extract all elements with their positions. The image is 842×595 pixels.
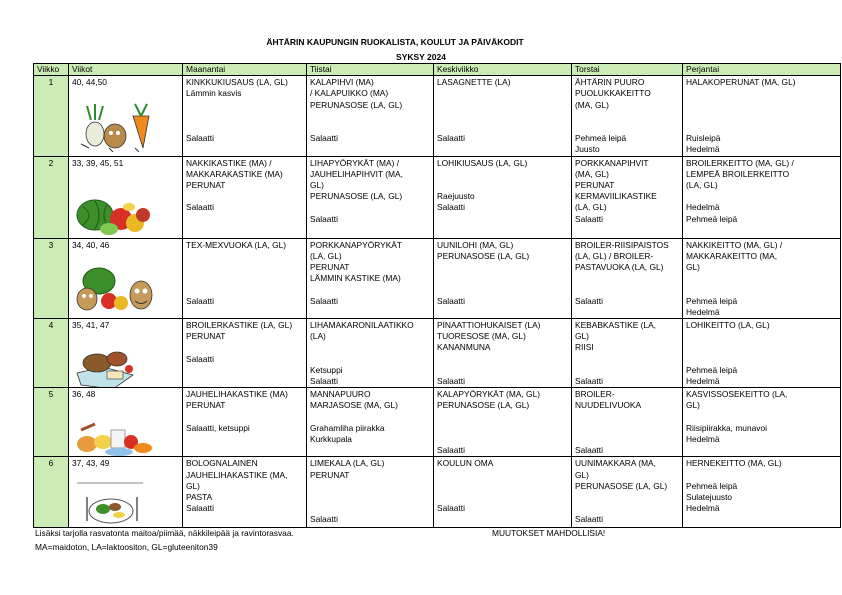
header-viikot: Viikot bbox=[69, 64, 183, 76]
menu-table bbox=[33, 63, 841, 528]
menu-line: KASVISSOSEKEITTO (LA, bbox=[686, 389, 788, 400]
menu-cell-keskiviikko bbox=[434, 238, 572, 318]
menu-line: PERUNAT bbox=[575, 180, 615, 190]
menu-line bbox=[686, 122, 837, 133]
menu-line bbox=[310, 492, 430, 503]
week-number-cell: 6 bbox=[34, 457, 69, 528]
menu-line: NUUDELIVUOKA bbox=[575, 400, 642, 411]
menu-line: Salaatti bbox=[186, 353, 214, 364]
menu-line: PORKKANAPIHVIT bbox=[575, 157, 649, 168]
footer-legend: MA=maidoton, LA=laktoositon, GL=gluteeniton39 bbox=[35, 542, 218, 552]
menu-line: (LA, GL) bbox=[310, 250, 342, 261]
menu-line bbox=[437, 434, 568, 445]
food-spread-illustration bbox=[73, 408, 155, 457]
menu-line: PASTAVUOKA (LA, GL) bbox=[575, 262, 664, 272]
menu-line: BROILERKASTIKE (LA, GL) bbox=[186, 319, 293, 330]
menu-line: LIMEKALA (LA, GL) bbox=[310, 458, 385, 469]
menu-line: MAKKARAKASTIKE (MA) bbox=[186, 168, 283, 179]
menu-line: KOULUN OMA bbox=[437, 458, 494, 469]
menu-line bbox=[310, 412, 430, 423]
header-perjantai: Perjantai bbox=[683, 64, 841, 76]
menu-line: Salaatti bbox=[437, 133, 465, 144]
menu-line: / KALAPUIKKO (MA) bbox=[310, 88, 389, 99]
menu-line bbox=[575, 354, 679, 365]
menu-line bbox=[437, 492, 568, 503]
menu-cell-torstai bbox=[572, 457, 683, 528]
menu-cell-maanantai bbox=[183, 318, 307, 387]
menu-line: Salaatti bbox=[310, 133, 338, 144]
menu-line: NAKKIKASTIKE (MA) / bbox=[186, 157, 272, 168]
menu-line: GL) bbox=[686, 400, 700, 411]
menu-cell-maanantai bbox=[183, 156, 307, 238]
menu-cell-keskiviikko bbox=[434, 318, 572, 387]
menu-line: Salaatti bbox=[310, 295, 338, 306]
menu-line: Pehmeä leipä bbox=[686, 364, 738, 375]
menu-line: Ketsuppi bbox=[310, 364, 343, 375]
menu-line: (LA, GL) / BROILER- bbox=[575, 250, 654, 261]
menu-line bbox=[310, 481, 430, 492]
menu-line: Salaatti bbox=[437, 445, 465, 456]
menu-line: Raejuusto bbox=[437, 191, 475, 202]
menu-line bbox=[437, 423, 568, 434]
table-row bbox=[34, 238, 841, 318]
menu-line: JAUHELIHAKASTIKE (MA, bbox=[186, 469, 288, 480]
menu-line: KERMAVIILIKASTIKE bbox=[575, 191, 657, 202]
menu-line: (LA, GL) bbox=[686, 180, 718, 190]
weeks-cell bbox=[69, 388, 183, 457]
menu-line: Salaatti bbox=[186, 133, 214, 144]
menu-line: Grahamliha piirakka bbox=[310, 422, 385, 433]
menu-line: GL) bbox=[575, 469, 589, 480]
menu-line: Salaatti, ketsuppi bbox=[186, 422, 250, 433]
menu-line bbox=[575, 122, 679, 133]
menu-line bbox=[686, 88, 837, 99]
menu-line: GL) bbox=[186, 480, 200, 491]
menu-line: Salaatti bbox=[575, 375, 603, 386]
menu-line bbox=[310, 202, 430, 213]
menu-line bbox=[437, 111, 568, 122]
menu-line: TUORESOSE (MA, GL) bbox=[437, 331, 526, 342]
menu-line: PERUNASOSE (LA, GL) bbox=[437, 400, 530, 411]
menu-line: Ruisleipä bbox=[686, 133, 721, 144]
menu-line: MANNAPUURO bbox=[310, 389, 371, 400]
menu-line: Salaatti bbox=[310, 514, 338, 525]
menu-line: PERUNAT bbox=[186, 400, 226, 411]
menu-line bbox=[575, 273, 679, 284]
menu-line: KANANMUNA bbox=[437, 342, 491, 353]
menu-line: LIHAPYÖRYKÄT (MA) / bbox=[310, 157, 400, 168]
menu-line: Salaatti bbox=[575, 445, 603, 456]
menu-line: Salaatti bbox=[437, 375, 465, 386]
menu-line: KINKKUKIUSAUS (LA, GL) bbox=[186, 77, 288, 88]
menu-line bbox=[437, 284, 568, 295]
menu-line bbox=[310, 503, 430, 514]
menu-line: Salaatti bbox=[310, 375, 338, 386]
menu-line bbox=[186, 412, 303, 423]
menu-subtitle: SYKSY 2024 bbox=[396, 52, 446, 62]
menu-line: Salaatti bbox=[186, 503, 214, 514]
menu-line: LÄMMIN KASTIKE (MA) bbox=[310, 273, 401, 284]
menu-line bbox=[437, 262, 568, 273]
header-viikko: Viikko bbox=[34, 64, 69, 76]
menu-line: HERNEKEITTO (MA, GL) bbox=[686, 458, 782, 469]
menu-line bbox=[186, 111, 303, 122]
menu-line: JAUHELIHAPIHVIT (MA, bbox=[310, 168, 403, 179]
menu-line bbox=[575, 423, 679, 434]
menu-line bbox=[686, 470, 837, 481]
menu-line bbox=[186, 284, 303, 295]
menu-line: Sulatejuusto bbox=[686, 491, 733, 502]
menu-line: Pehmeä leipä bbox=[686, 213, 738, 224]
menu-body bbox=[34, 76, 841, 528]
menu-cell-torstai bbox=[572, 156, 683, 238]
menu-line: GL) bbox=[310, 180, 324, 190]
menu-cell-keskiviikko bbox=[434, 156, 572, 238]
menu-line: PERUNAT bbox=[186, 331, 226, 342]
menu-line bbox=[686, 354, 837, 365]
fruit-characters-illustration bbox=[73, 259, 155, 313]
menu-cell-maanantai bbox=[183, 238, 307, 318]
menu-cell-perjantai bbox=[683, 238, 841, 318]
menu-cell-tiistai bbox=[307, 156, 434, 238]
menu-line: Hedelmä bbox=[686, 375, 720, 386]
meal-plate-illustration bbox=[73, 475, 155, 528]
menu-line: JAUHELIHAKASTIKE (MA) bbox=[186, 389, 288, 400]
menu-line bbox=[575, 111, 679, 122]
menu-cell-perjantai bbox=[683, 457, 841, 528]
menu-line: Juusto bbox=[575, 144, 600, 155]
menu-cell-torstai bbox=[572, 318, 683, 387]
menu-line: Pehmeä leipä bbox=[575, 133, 627, 144]
menu-line: PASTA bbox=[186, 491, 213, 502]
week-number-cell: 2 bbox=[34, 156, 69, 238]
menu-cell-perjantai bbox=[683, 318, 841, 387]
menu-cell-perjantai bbox=[683, 156, 841, 238]
menu-line: (LA, GL) bbox=[575, 202, 607, 213]
weeks-label: 34, 40, 46 bbox=[72, 239, 110, 250]
menu-line: ÄHTÄRIN PUURO bbox=[575, 77, 645, 88]
menu-line bbox=[186, 100, 303, 111]
menu-line: Lämmin kasvis bbox=[186, 88, 242, 99]
menu-line bbox=[186, 273, 303, 284]
menu-cell-perjantai bbox=[683, 76, 841, 156]
menu-line bbox=[310, 122, 430, 133]
menu-line bbox=[437, 354, 568, 365]
menu-line bbox=[437, 273, 568, 284]
menu-cell-torstai bbox=[572, 76, 683, 156]
weeks-cell bbox=[69, 457, 183, 528]
bread-plate-illustration bbox=[73, 339, 155, 388]
menu-line bbox=[186, 251, 303, 262]
menu-line bbox=[186, 122, 303, 133]
menu-line bbox=[575, 503, 679, 514]
week-number-cell: 1 bbox=[34, 76, 69, 156]
menu-line: Salaatti bbox=[575, 514, 603, 525]
table-header-row bbox=[34, 64, 841, 76]
menu-line: LOHIKIUSAUS (LA, GL) bbox=[437, 157, 528, 168]
menu-line: UUNIMAKKARA (MA, bbox=[575, 458, 656, 469]
footer-notice: MUUTOKSET MAHDOLLISIA! bbox=[492, 528, 606, 538]
menu-line: Kurkkupala bbox=[310, 433, 352, 444]
menu-line: GL) bbox=[686, 262, 700, 272]
menu-line: Pehmeä leipä bbox=[686, 480, 738, 491]
menu-line bbox=[437, 122, 568, 133]
menu-line bbox=[186, 262, 303, 273]
menu-cell-perjantai bbox=[683, 388, 841, 457]
menu-title: ÄHTÄRIN KAUPUNGIN RUOKALISTA, KOULUT JA PÄIVÄKODIT bbox=[266, 37, 524, 47]
menu-line: (MA, GL) bbox=[575, 168, 609, 179]
menu-line: BROILER- bbox=[575, 389, 615, 400]
menu-line bbox=[686, 331, 837, 342]
menu-line: (MA, GL) bbox=[575, 99, 609, 110]
menu-line: PERUNASOSE (LA, GL) bbox=[310, 191, 403, 202]
menu-line bbox=[186, 342, 303, 353]
menu-line: RIISI bbox=[575, 342, 594, 353]
week-number-cell: 3 bbox=[34, 238, 69, 318]
menu-line: PERUNASOSE (LA, GL) bbox=[437, 250, 530, 261]
menu-line: UUNILOHI (MA, GL) bbox=[437, 239, 514, 250]
weeks-cell bbox=[69, 156, 183, 238]
menu-cell-tiistai bbox=[307, 388, 434, 457]
header-keskiviikko: Keskiviikko bbox=[434, 64, 572, 76]
menu-line: PERUNAT bbox=[310, 469, 350, 480]
menu-line: Salaatti bbox=[186, 295, 214, 306]
menu-line: HALAKOPERUNAT (MA, GL) bbox=[686, 77, 796, 88]
menu-line bbox=[686, 412, 837, 423]
vegetable-characters-illustration bbox=[73, 98, 155, 152]
menu-line: LASAGNETTE (LA) bbox=[437, 77, 511, 88]
menu-line: PERUNAT bbox=[310, 262, 350, 272]
weeks-label: 37, 43, 49 bbox=[72, 458, 110, 469]
menu-cell-tiistai bbox=[307, 318, 434, 387]
menu-line: LEMPEÄ BROILERKEITTO bbox=[686, 168, 790, 179]
menu-line bbox=[437, 365, 568, 376]
menu-line: KALAPYÖRYKÄT (MA, GL) bbox=[437, 389, 541, 400]
menu-line bbox=[437, 412, 568, 423]
menu-line bbox=[686, 111, 837, 122]
menu-line: TEX-MEXVUOKA (LA, GL) bbox=[186, 239, 287, 250]
menu-line bbox=[437, 100, 568, 111]
menu-line bbox=[575, 492, 679, 503]
menu-line: GL) bbox=[575, 331, 589, 342]
menu-line bbox=[575, 284, 679, 295]
menu-cell-maanantai bbox=[183, 388, 307, 457]
menu-line: Hedelmä bbox=[686, 433, 720, 444]
menu-line: Salaatti bbox=[437, 202, 465, 213]
week-number-cell: 5 bbox=[34, 388, 69, 457]
menu-cell-tiistai bbox=[307, 457, 434, 528]
menu-line: PUOLUKKAKEITTO bbox=[575, 88, 651, 99]
menu-line bbox=[437, 180, 568, 191]
menu-line bbox=[186, 191, 303, 202]
menu-line bbox=[437, 470, 568, 481]
menu-cell-torstai bbox=[572, 388, 683, 457]
menu-line bbox=[686, 273, 837, 284]
table-row bbox=[34, 76, 841, 156]
menu-line: PERUNAT bbox=[186, 180, 226, 190]
menu-cell-keskiviikko bbox=[434, 76, 572, 156]
menu-line: (LA) bbox=[310, 331, 326, 342]
table-row bbox=[34, 388, 841, 457]
menu-cell-keskiviikko bbox=[434, 388, 572, 457]
weeks-cell bbox=[69, 318, 183, 387]
footer-note: Lisäksi tarjolla rasvatonta maitoa/piimää, näkkileipää ja ravintorasvaa. bbox=[35, 528, 294, 538]
weeks-cell bbox=[69, 238, 183, 318]
menu-line: Salaatti bbox=[437, 503, 465, 514]
menu-line: MAKKARAKEITTO (MA, bbox=[686, 250, 778, 261]
menu-line: MARJASOSE (MA, GL) bbox=[310, 400, 398, 411]
menu-line: BROILERKEITTO (MA, GL) / bbox=[686, 157, 794, 168]
menu-cell-torstai bbox=[572, 238, 683, 318]
menu-line bbox=[686, 342, 837, 353]
menu-line: KEBABKASTIKE (LA, bbox=[575, 319, 656, 330]
menu-line: Pehmeä leipä bbox=[686, 295, 738, 306]
menu-line: LIHAMAKARONILAATIKKO bbox=[310, 319, 414, 330]
header-maanantai: Maanantai bbox=[183, 64, 307, 76]
menu-line bbox=[686, 191, 837, 202]
menu-line: BOLOGNALAINEN bbox=[186, 458, 258, 469]
menu-line: Hedelmä bbox=[686, 503, 720, 514]
weeks-label: 36, 48 bbox=[72, 389, 96, 400]
weeks-label: 40, 44,50 bbox=[72, 77, 107, 88]
menu-line: PERUNASOSE (LA, GL) bbox=[575, 480, 668, 491]
fruit-pile-illustration bbox=[73, 185, 155, 239]
menu-line: PERUNASOSE (LA, GL) bbox=[310, 99, 403, 110]
menu-line: Hedelmä bbox=[686, 202, 720, 213]
menu-line bbox=[686, 284, 837, 295]
menu-line: Riisipiirakka, munavoi bbox=[686, 422, 767, 433]
menu-line: LOHIKEITTO (LA, GL) bbox=[686, 319, 770, 330]
menu-line: Hedelmä bbox=[686, 144, 720, 155]
table-row bbox=[34, 457, 841, 528]
menu-line bbox=[437, 88, 568, 99]
weeks-label: 33, 39, 45, 51 bbox=[72, 157, 124, 168]
menu-line: Salaatti bbox=[575, 295, 603, 306]
week-number-cell: 4 bbox=[34, 318, 69, 387]
menu-cell-keskiviikko bbox=[434, 457, 572, 528]
header-torstai: Torstai bbox=[572, 64, 683, 76]
menu-line bbox=[310, 111, 430, 122]
weeks-label: 35, 41, 47 bbox=[72, 319, 110, 330]
menu-line: Salaatti bbox=[437, 295, 465, 306]
menu-line bbox=[310, 354, 430, 365]
menu-line bbox=[437, 481, 568, 492]
menu-cell-maanantai bbox=[183, 76, 307, 156]
menu-cell-tiistai bbox=[307, 76, 434, 156]
menu-line bbox=[686, 100, 837, 111]
menu-line: NAKKIKEITTO (MA, GL) / bbox=[686, 239, 783, 250]
menu-line: Salaatti bbox=[186, 202, 214, 213]
menu-line bbox=[437, 169, 568, 180]
header-tiistai: Tiistai bbox=[307, 64, 434, 76]
table-row bbox=[34, 156, 841, 238]
menu-line: PINAATTIOHUKAISET (LA) bbox=[437, 319, 541, 330]
menu-line: Salaatti bbox=[310, 213, 338, 224]
menu-line: KALAPIHVI (MA) bbox=[310, 77, 374, 88]
menu-line: Salaatti bbox=[575, 213, 603, 224]
menu-line: Hedelmä bbox=[686, 306, 720, 317]
table-row bbox=[34, 318, 841, 387]
menu-line: BROILER-RIISIPAISTOS bbox=[575, 239, 669, 250]
menu-line bbox=[310, 284, 430, 295]
menu-line bbox=[575, 365, 679, 376]
menu-line: PORKKANAPYÖRYKÄT bbox=[310, 239, 402, 250]
menu-line bbox=[575, 412, 679, 423]
weeks-cell bbox=[69, 76, 183, 156]
menu-cell-maanantai bbox=[183, 457, 307, 528]
menu-line bbox=[310, 342, 430, 353]
menu-cell-tiistai bbox=[307, 238, 434, 318]
menu-line bbox=[575, 434, 679, 445]
